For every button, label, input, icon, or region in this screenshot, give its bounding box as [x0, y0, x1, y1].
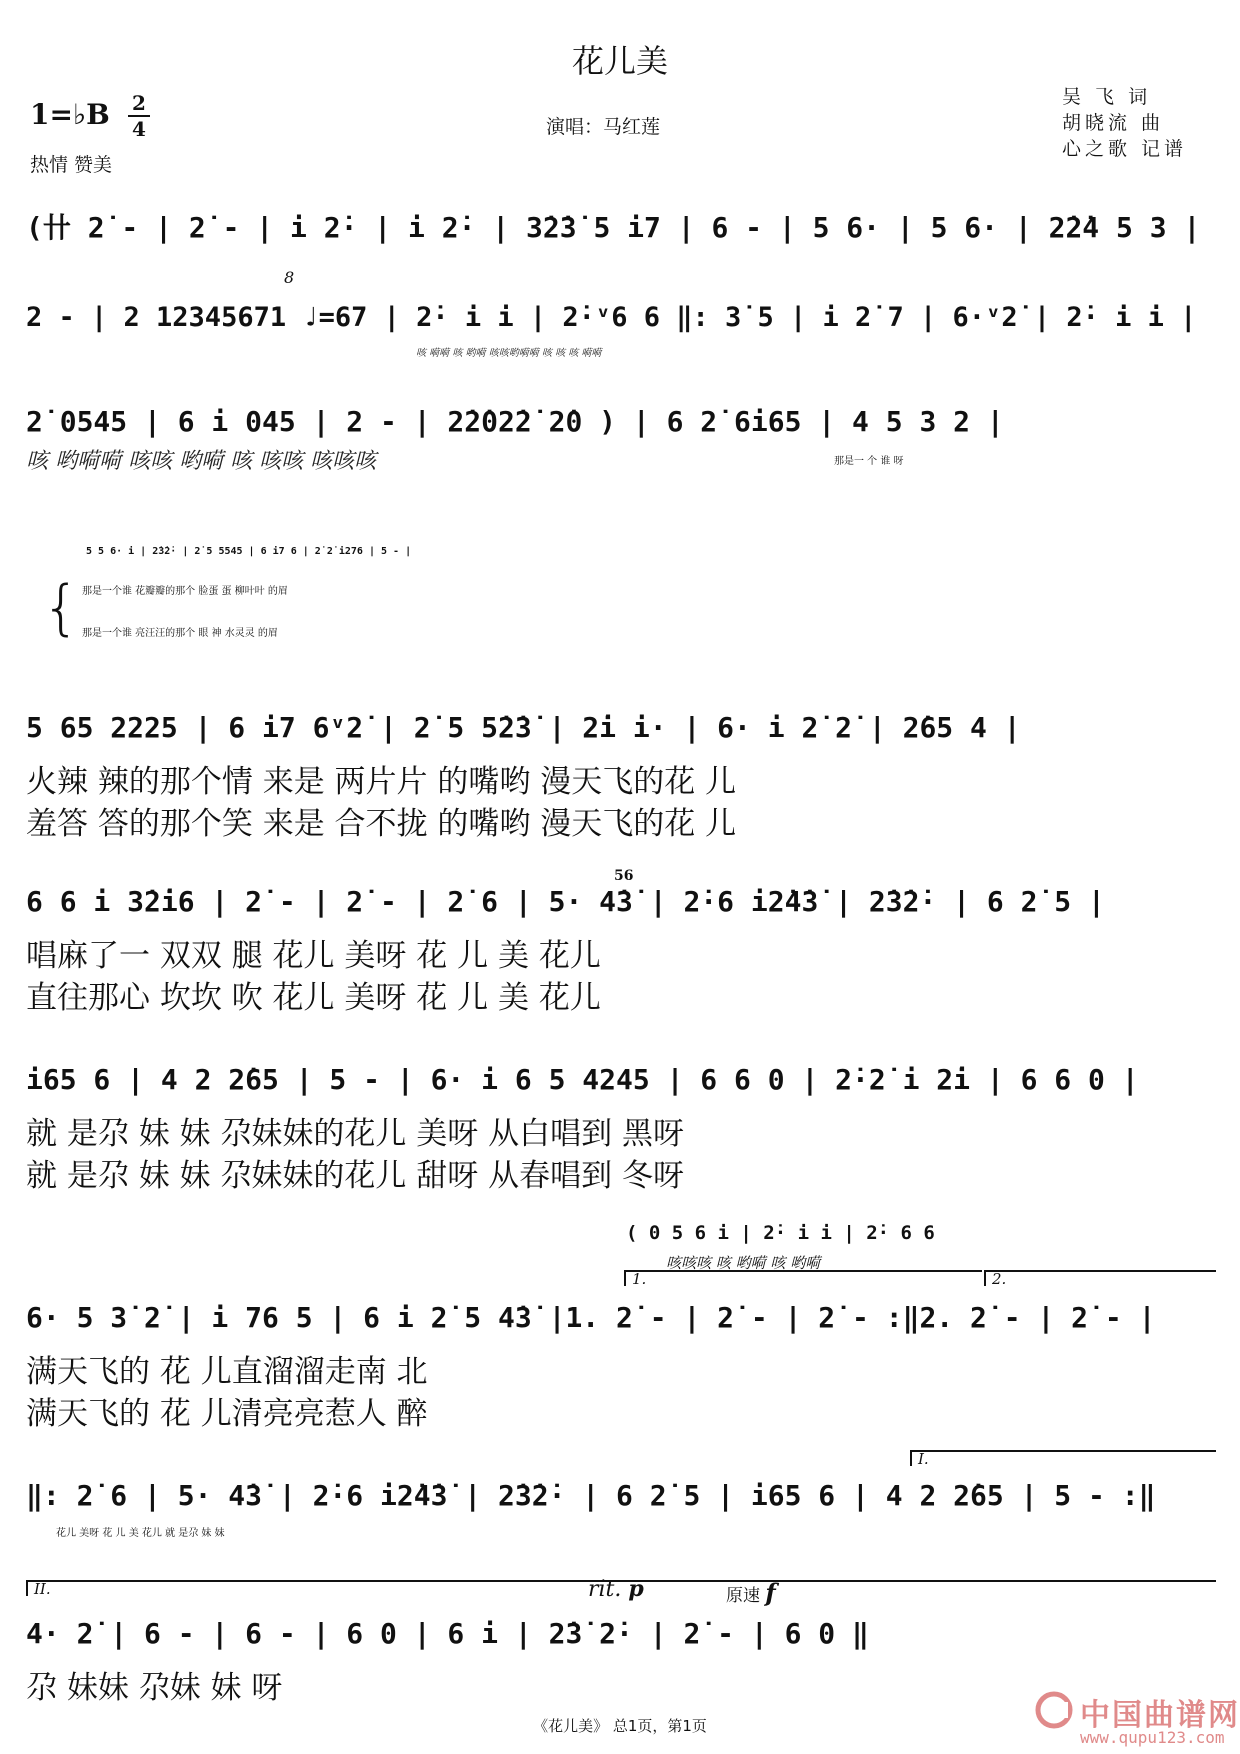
interlude-lyrics: 咳咳咳 咳 哟嗬 咳 哟嗬 [666, 1254, 821, 1272]
page-title: 花儿美 [571, 42, 668, 80]
staff-row-2 [26, 268, 1214, 359]
notation-line: 5 5 6· i | 2̇3̇2̇· | 2̇ 5 5545 | 6 i7 6 | 2̇ 2̇ i276 | 5 - | [86, 546, 412, 557]
lyric-line-1: 火辣 辣的那个情 来是 两片片 的嘴哟 漫天飞的花 儿 [26, 764, 737, 800]
lyric-line-1: 咳 哟嗬嗬 咳咳 哟嗬 咳 咳咳 咳咳咳 [26, 449, 376, 474]
interlude-notation: ( 0 5 6 i | 2̇· i i | 2̇· 6 6 [626, 1222, 935, 1244]
volta-2: 2. [984, 1270, 1216, 1286]
notation-line: 4· 2̇ | 6 - | 6 - | 6 0 | 6 i | 2̇3̇ 2̇· | 2̇ - | 6 0 ‖ [26, 1617, 869, 1650]
volta-I: I. [910, 1450, 1216, 1466]
octave-mark: 8 [284, 268, 295, 287]
forte-dynamic: f [765, 1578, 776, 1607]
watermark-url: www.qupu123.com [1080, 1728, 1225, 1747]
composer-credit: 胡晓流 曲 [1062, 112, 1165, 134]
lyric-line-1: 花儿 美呀 花 儿 美 花儿 就 是尕 妹 妹 [56, 1528, 225, 1539]
time-signature [128, 92, 150, 140]
staff-row-7 [26, 1058, 1214, 1194]
lyric-line-1: 咳 嗬嗬 咳 哟嗬 咳咳哟嗬嗬 咳 咳 咳 嗬嗬 [416, 348, 602, 359]
time-numerator: 2 [132, 91, 146, 115]
staff-row-8 [26, 1270, 1214, 1432]
lyric-line-2: 那是一个谁 亮汪汪的那个 眼 神 水灵灵 的眉 [82, 628, 278, 639]
mood-marking: 热情 赞美 [30, 154, 113, 176]
notation-line: i65 6 | 4 2 2̇65 | 5 - | 6· i 6 5 4245 | 6 6 0 | 2̇·2̇ i 2̇i | 6 6 0 | [26, 1063, 1139, 1096]
notation-line: ‖: 2̇ 6 | 5· 4̇3̇ | 2̇·6 i2̇4̇3̇ | 2̇3̇2̇· | 6 2̇ 5 | i65 6 | 4 2 2̇65 | 5 - :‖ [26, 1479, 1156, 1512]
lyric-line-1: 尕 妹妹 尕妹 妹 呀 [26, 1670, 283, 1706]
watermark-brand: 中国曲谱网 [1080, 1698, 1240, 1733]
a-tempo-text: 原速 [726, 1586, 760, 1606]
transcriber-credit: 心之歌 记谱 [1062, 138, 1188, 160]
key-signature: 1=♭B [30, 98, 110, 131]
lyric-line-1: 那是一个谁 花瓣瓣的那个 脸蛋 蛋 柳叶叶 的眉 [82, 586, 288, 597]
rit-marking [588, 1576, 644, 1602]
notation-line: 2 - | 2 12345671 ♩=67 | 2̇· i i | 2̇·ᵛ6 6 ‖: 3̇ 5 | i 2̇ 7 | 6·ᵛ2̇ | 2̇· i i | [26, 302, 1197, 333]
rit-text: rit. [588, 1577, 622, 1602]
lyric-line-2: 直往那心 坎坎 吹 花儿 美呀 花 儿 美 花儿 [26, 980, 601, 1016]
notation-line: 5 65 2225 | 6 i7 6ᵛ2̇ | 2̇ 5 5̇2̇3̇ | 2̇i i· | 6· i 2̇ 2̇ | 2̇65 4 | [26, 711, 1021, 744]
lyric-line-2: 羞答 答的那个笑 来是 合不拢 的嘴哟 漫天飞的花 儿 [26, 806, 737, 842]
a-tempo-marking [726, 1578, 776, 1607]
notation-line: (卄 2̇ - | 2̇ - | i 2̇· | i 2̇· | 3̇2̇3̇ 5 i7 | 6 - | 5 6· | 5 6· | 2̇2̇4 5 3 | [26, 211, 1201, 244]
notation-line: 6 6 i 3̇2̇i6 | 2̇ - | 2̇ - | 2̇ 6 | 5· 4̇3̇ | 2̇·6 i2̇4̇3̇ | 2̇3̇2̇· | 6 2̇ 5 | [26, 885, 1105, 918]
watermark-logo-icon [1034, 1690, 1074, 1734]
volta-II: II. [26, 1580, 1216, 1596]
page-footer: 《花儿美》 总1页，第1页 [533, 1717, 707, 1735]
grace-note-mark: 56 [614, 868, 634, 884]
notation-line: 6· 5 3̇ 2̇ | i 76 5 | 6 i 2̇ 5 4̇3̇ |1. 2̇ - | 2̇ - | 2̇ - :‖2. 2̇ - | 2̇ - | [26, 1301, 1156, 1334]
staff-row-4 [26, 530, 1214, 643]
lyric-line-2: 就 是尕 妹 妹 尕妹妹的花儿 甜呀 从春唱到 冬呀 [26, 1158, 684, 1194]
lyric-line-1: 唱麻了一 双双 腿 花儿 美呀 花 儿 美 花儿 [26, 938, 601, 974]
staff-row-1 [26, 206, 1214, 250]
staff-row-3 [26, 400, 1214, 474]
staff-row-10 [26, 1576, 1214, 1706]
notation-line: 2̇ 0545 | 6 i 045 | 2 - | 2̇2̇02̇2̇ 2̇0 ) | 6 2̇ 6i65 | 4 5 3 2 | [26, 405, 1004, 438]
staff-row-6 [26, 868, 1214, 1016]
staff-row-9 [26, 1450, 1214, 1539]
lyric-line-1: 就 是尕 妹 妹 尕妹妹的花儿 美呀 从白唱到 黑呀 [26, 1116, 684, 1152]
piano-dynamic: p [628, 1576, 644, 1602]
lyric-line-2: 那是一 个 谁 呀 [834, 456, 904, 467]
verse-brace: { [42, 573, 81, 643]
volta-1: 1. [624, 1270, 982, 1286]
staff-row-5 [26, 706, 1214, 842]
lyric-line-1: 满天飞的 花 儿直溜溜走南 北 [26, 1354, 428, 1390]
lyric-line-2: 满天飞的 花 儿清亮亮惹人 醉 [26, 1396, 428, 1432]
time-denominator: 4 [132, 117, 146, 141]
lyricist-credit: 吴 飞 词 [1062, 86, 1152, 108]
singer-credit: 演唱：马红莲 [546, 116, 661, 138]
